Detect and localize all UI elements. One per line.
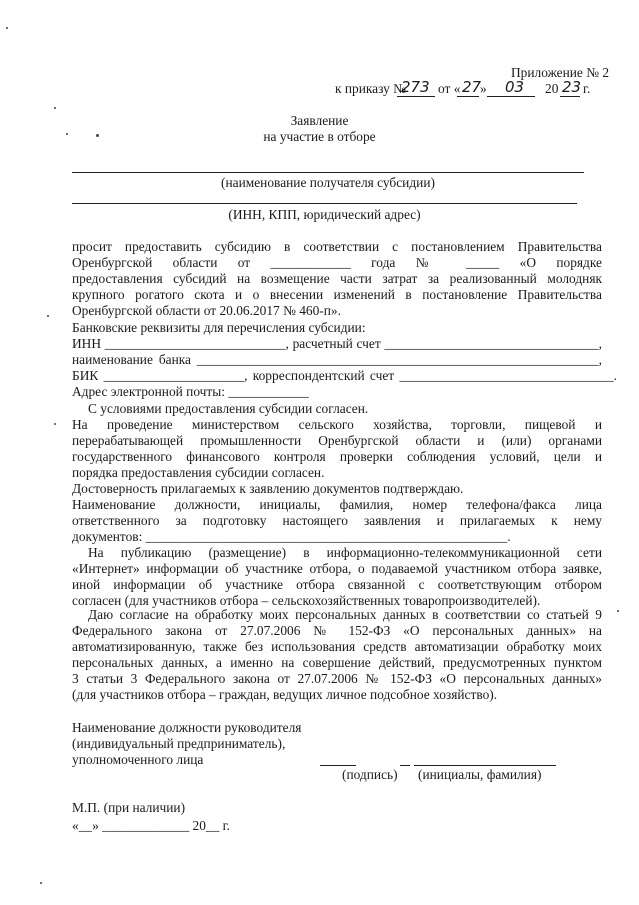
- position-label: уполномоченного лица: [72, 752, 204, 767]
- signature-caption: (подпись): [342, 767, 398, 782]
- order-day-line: [457, 96, 479, 97]
- order-prefix: к приказу №: [335, 81, 406, 96]
- scan-speck: [47, 315, 49, 317]
- order-number-line: [397, 96, 435, 97]
- personal-data-line: (для участников отбора – граждан, ведущих личное подсобное хозяйство).: [72, 687, 498, 702]
- position-label: Наименование должности руководителя: [72, 720, 302, 735]
- inspection-line: На проведение министерством сельского хозяйства, торговли, пищевой и: [72, 417, 602, 432]
- order-month: 03: [505, 78, 525, 96]
- inspection-line: порядка предоставления субсидии согласен.: [72, 465, 325, 480]
- personal-data-line: Федерального закона от 27.07.2006 № 152-ФЗ «О персональных данных» на: [72, 623, 602, 638]
- responsible-line: Наименование должности, инициалы, фамилия, номер телефона/факса лица: [72, 497, 602, 512]
- document-title: Заявление: [290, 113, 349, 128]
- scan-speck: [617, 610, 619, 612]
- requisites-field-line: [72, 203, 577, 204]
- signature-dash: [400, 765, 410, 766]
- personal-data-line: 3 статьи 3 Федерального закона от 27.07.2006 № 152-ФЗ «О персональных данных»: [72, 671, 602, 686]
- appendix-label: Приложение № 2: [511, 65, 610, 80]
- email-field: Адрес электронной почты: ____________: [72, 384, 309, 399]
- scan-speck: [54, 423, 56, 425]
- bank-name-field: наименование банка ____________________________________________________________,: [72, 352, 602, 367]
- name-caption: (инициалы, фамилия): [418, 767, 542, 782]
- responsible-line: документов: ______________________________________________________.: [72, 529, 511, 544]
- order-month-line: [487, 96, 535, 97]
- date-line: «__» _____________ 20__ г.: [72, 818, 230, 833]
- order-number: 273: [401, 78, 430, 96]
- seal-label: М.П. (при наличии): [72, 800, 186, 815]
- signature-line: [320, 765, 356, 766]
- scan-speck: [54, 107, 56, 109]
- inspection-line: государственного финансового контроля проверки соблюдения условий, цели и: [72, 449, 602, 464]
- publication-line: иной информации об участнике отбора связанной с соответствующим отбором: [72, 577, 602, 592]
- request-line: предоставления субсидий на возмещение части затрат за реализованный молодняк: [72, 271, 602, 286]
- order-year-unit: г.: [583, 81, 591, 96]
- order-reference: [335, 79, 615, 99]
- request-line: Оренбургской области от ____________ года № _____ «О порядке: [72, 255, 602, 270]
- scan-speck: [40, 882, 42, 884]
- order-from: от «: [438, 81, 461, 96]
- conditions-agreed: С условиями предоставления субсидии согласен.: [88, 401, 369, 416]
- requisites-caption: (ИНН, КПП, юридический адрес): [228, 207, 421, 222]
- order-quote-close: »: [480, 81, 487, 96]
- order-year-prefix: 20: [545, 81, 559, 96]
- recipient-caption: (наименование получателя субсидии): [221, 175, 435, 190]
- publication-line: согласен (для участников отбора – сельскохозяйственных товаропроизводителей).: [72, 593, 541, 608]
- responsible-line: ответственного за подготовку настоящего заявления и прилагаемых к нему: [72, 513, 602, 528]
- personal-data-line: персональных данных, а именно на совершение действий, предусмотренных пунктом: [72, 655, 602, 670]
- personal-data-line: Даю согласие на обработку моих персональных данных в соответствии со статьей 9: [88, 607, 602, 622]
- request-line: крупного рогатого скота и о внесении изменений в постановление Правительства: [72, 287, 602, 302]
- bik-field: БИК _____________________, корреспондентский счет ________________________________.: [72, 368, 617, 383]
- reliability-statement: Достоверность прилагаемых к заявлению документов подтверждаю.: [72, 481, 464, 496]
- order-year-suffix: 23: [562, 78, 582, 96]
- inn-field: ИНН ___________________________, расчетный счет ________________________________,: [72, 336, 602, 351]
- position-label: (индивидуальный предприниматель),: [72, 736, 286, 751]
- inspection-line: перерабатывающей промышленности Оренбургской области и (или) органами: [72, 433, 602, 448]
- request-line: Оренбургской области от 20.06.2017 № 460-п».: [72, 303, 341, 318]
- name-line: [414, 765, 556, 766]
- order-year-line: [560, 96, 580, 97]
- request-line: просит предоставить субсидию в соответствии с постановлением Правительства: [72, 239, 602, 254]
- recipient-field-line: [72, 172, 584, 173]
- bank-details-title: Банковские реквизиты для перечисления субсидии:: [72, 320, 366, 335]
- order-day: 27: [462, 78, 482, 96]
- document-subtitle: на участие в отборе: [263, 129, 376, 144]
- publication-line: «Интернет» информации об участнике отбора, о подаваемой участником отбора заявке,: [72, 561, 602, 576]
- scan-speck: [6, 27, 8, 29]
- publication-line: На публикацию (размещение) в информационно-телекоммуникационной сети: [88, 545, 602, 560]
- personal-data-line: автоматизированную, также без использования средств автоматизации обработку моих: [72, 639, 602, 654]
